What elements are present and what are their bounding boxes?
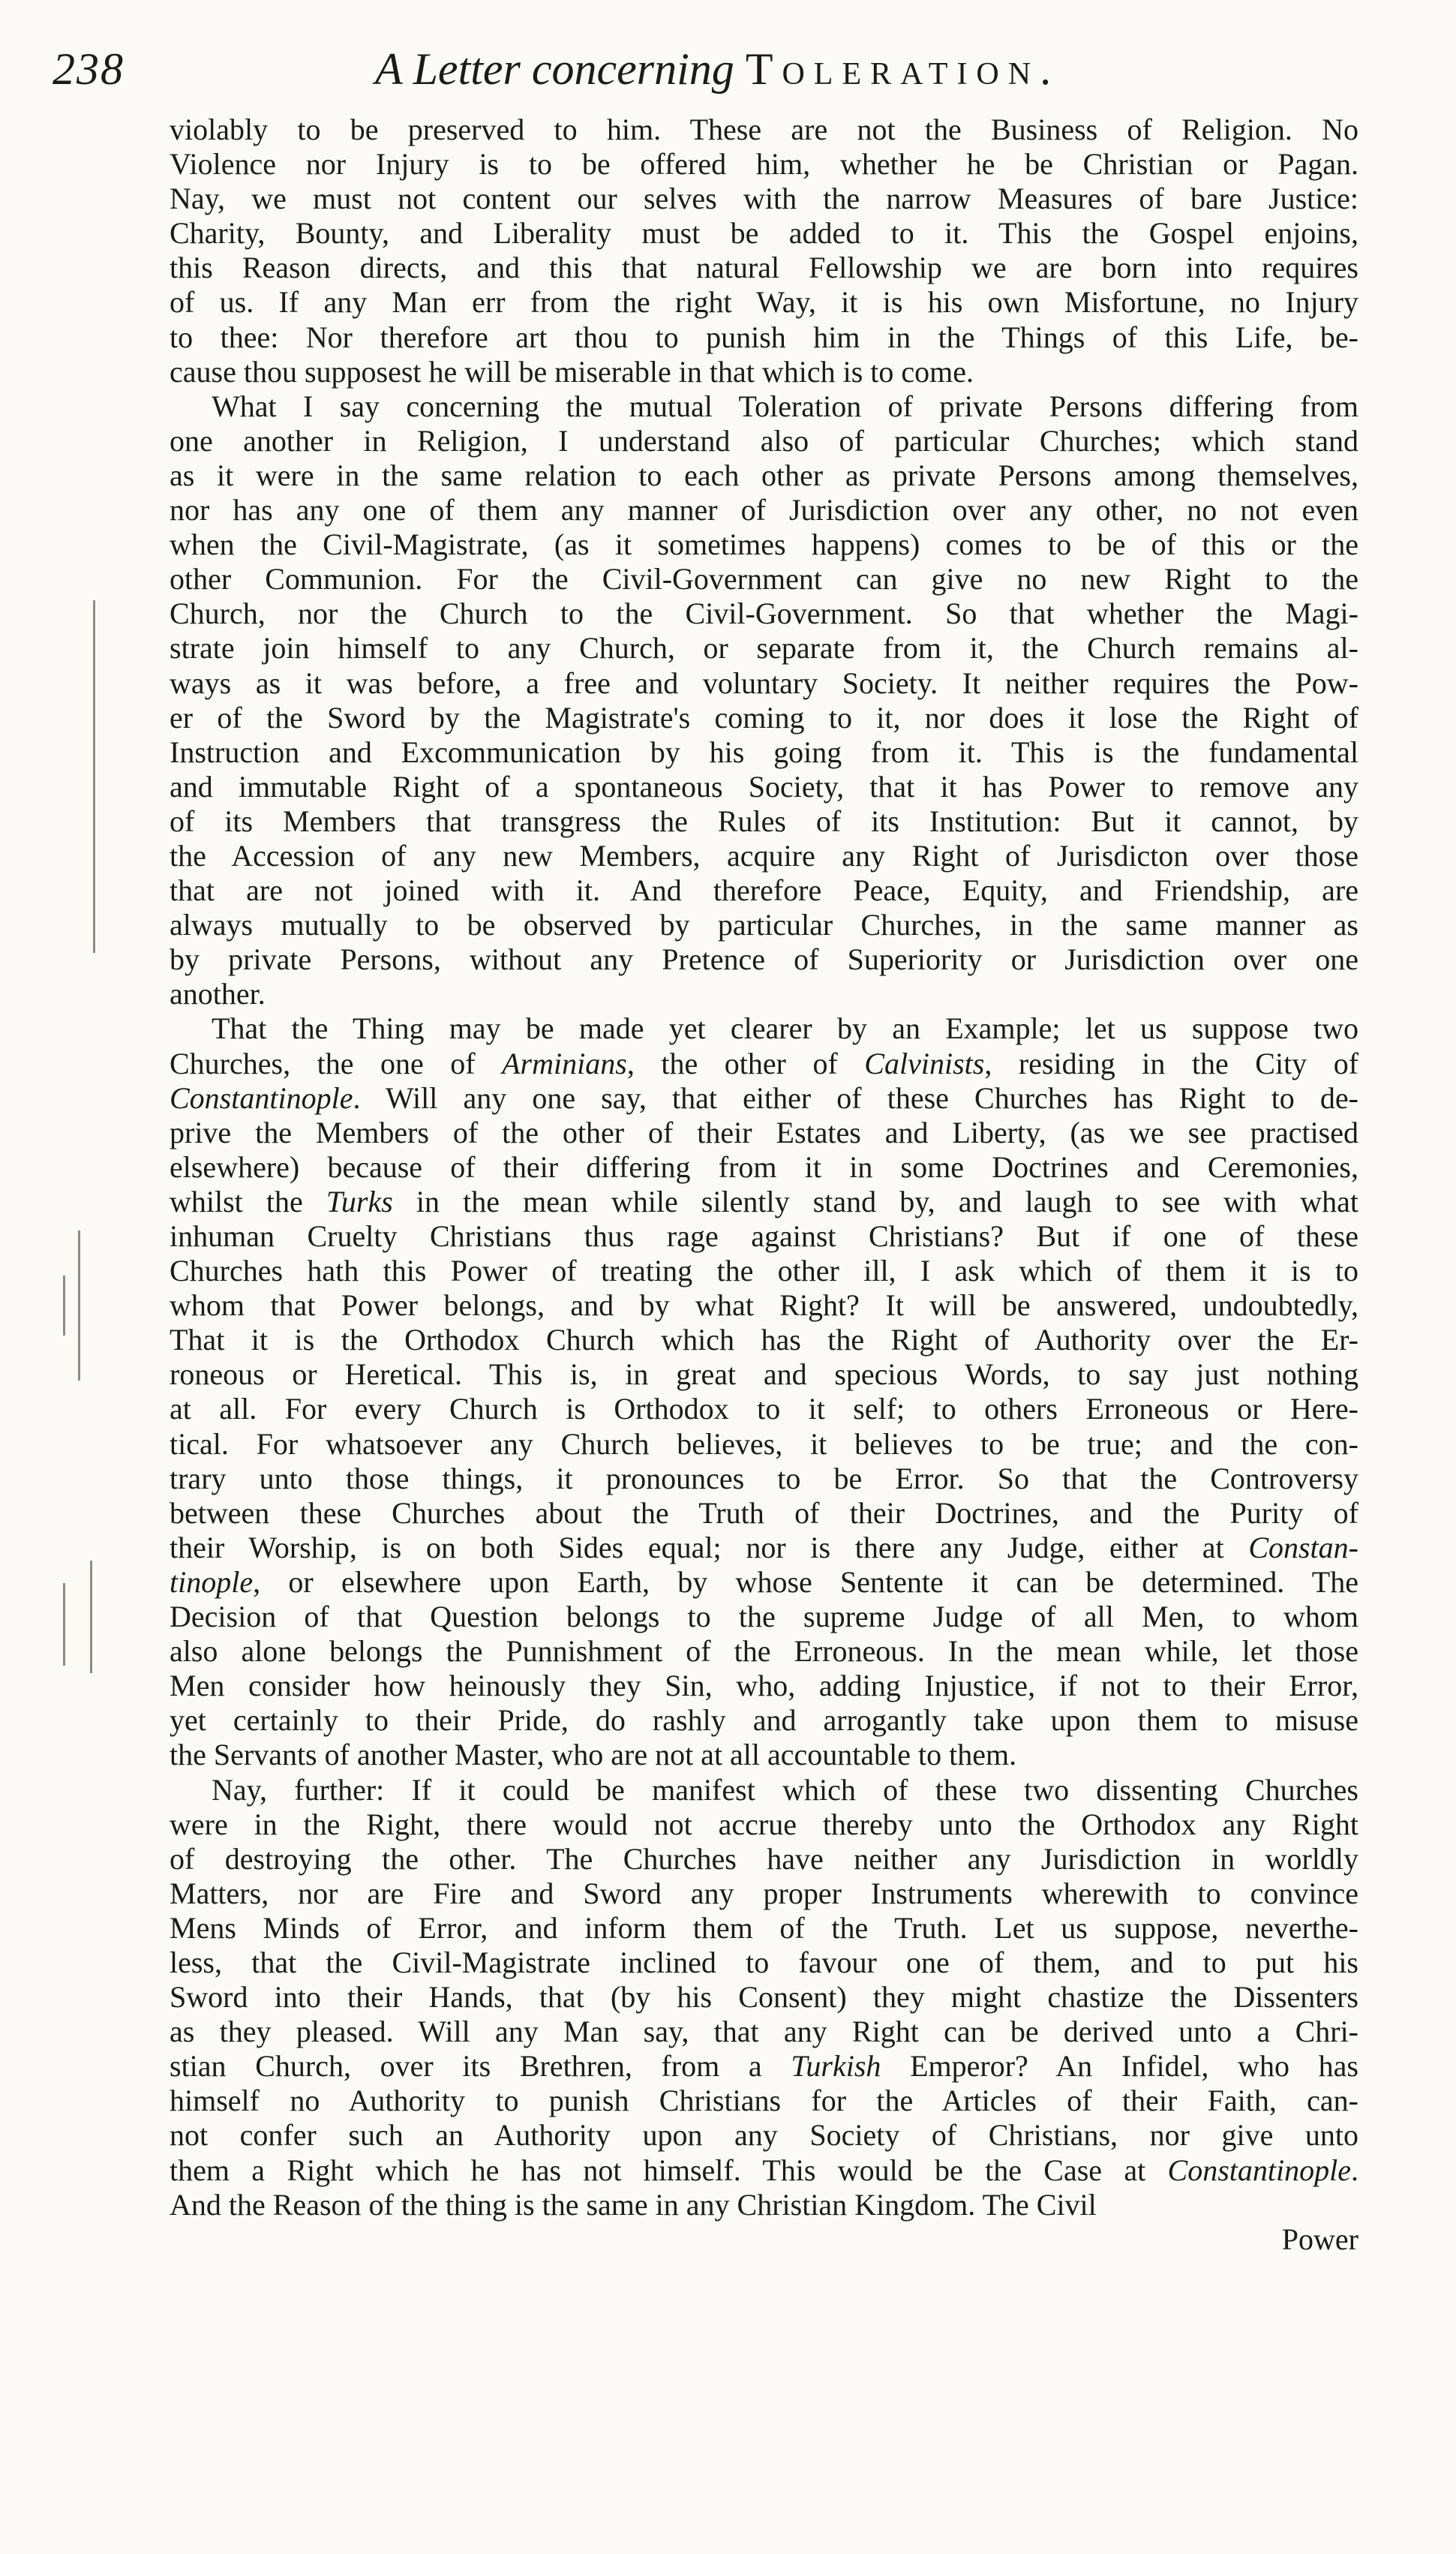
text-line: Decision of that Question belongs to the supreme Judge of all Men, to whom [170,1600,1358,1634]
text-line: as they pleased. Will any Man say, that any Right can be derived unto a Chri- [170,2015,1358,2049]
text-line: ways as it was before, a free and voluntary Society. It neither requires the Pow- [170,666,1358,700]
text-line: were in the Right, there would not accrue thereby unto the Orthodox any Right [170,1807,1358,1841]
text-line: violably to be preserved to him. These are not the Business of Religion. No [170,113,1358,146]
text-line: at all. For every Church is Orthodox to it self; to others Erroneous or Here- [170,1392,1358,1426]
text-line: the Servants of another Master, who are not at all accountable to them. [170,1738,1017,1772]
running-title [375,44,1060,95]
text-line: trary unto those things, it pronounces to be Error. So that the Controversy [170,1461,1358,1495]
text-line: that are not joined with it. And therefore Peace, Equity, and Friendship, are [170,873,1358,908]
text-line: other Communion. For the Civil-Government can give no new Right to the [170,562,1358,596]
text-line: Nay, further: If it could be manifest which of these two dissenting Churches [212,1772,1358,1807]
running-title-caps: Toleration. [745,44,1061,94]
text-line: tical. For whatsoever any Church believes, it believes to be true; and the con- [170,1426,1358,1461]
text-line: Church, nor the Church to the Civil-Government. So that whether the Magi- [170,596,1358,631]
text-line: the Accession of any new Members, acquire any Right of Jurisdicton over those [170,838,1358,873]
text-line: roneous or Heretical. This is, in great and specious Words, to say just nothing [170,1357,1358,1392]
margin-annotation-mark [63,1275,65,1336]
text-line: of destroying the other. The Churches have neither any Jurisdiction in worldly [170,1841,1358,1876]
text-line: less, that the Civil-Magistrate inclined to favour one of them, and to put his [170,1945,1358,1979]
catchword: Power [1281,2222,1358,2256]
text-line: between these Churches about the Truth of their Doctrines, and the Purity of [170,1495,1358,1530]
text-line: Matters, nor are Fire and Sword any proper Instruments wherewith to convince [170,1876,1358,1910]
text-line: And the Reason of the thing is the same in any Christian Kingdom. The Civil [170,2187,1097,2222]
text-line: himself no Authority to punish Christians for the Articles of their Faith, can- [170,2084,1358,2118]
text-line: inhuman Cruelty Christians thus rage against Christians? But if one of these [170,1219,1358,1253]
text-line: them a Right which he has not himself. This would be the Case at Constantinople. [170,2153,1358,2187]
paragraph [170,1011,1358,1772]
text-line: Violence nor Injury is to be offered him, whether he be Christian or Pagan. [170,147,1358,182]
text-line: Constantinople. Will any one say, that either of these Churches has Right to de- [170,1080,1358,1115]
text-line: whom that Power belongs, and by what Right? It will be answered, undoubtedly, [170,1288,1358,1323]
text-line: to thee: Nor therefore art thou to punish him in the Things of this Life, be- [170,320,1358,354]
text-line: whilst the Turks in the mean while silently stand by, and laugh to see with what [170,1184,1358,1218]
text-line: always mutually to be observed by particular Churches, in the same manner as [170,908,1358,942]
text-line: one another in Religion, I understand also of particular Churches; which stand [170,423,1358,458]
body-text [170,113,1358,2257]
text-line: What I say concerning the mutual Toleration of private Persons differing from [212,389,1358,423]
text-line: Churches hath this Power of treating the other ill, I ask which of them it is to [170,1254,1358,1288]
paragraph [170,113,1358,389]
text-line: and immutable Right of a spontaneous Society, that it has Power to remove any [170,769,1358,804]
text-line: strate join himself to any Church, or separate from it, the Church remains al- [170,631,1358,666]
text-line: Instruction and Excommunication by his going from it. This is the fundamental [170,735,1358,769]
text-line: Churches, the one of Arminians, the other of Calvinists, residing in the City of [170,1046,1359,1080]
text-line: of its Members that transgress the Rules of its Institution: But it cannot, by [170,804,1358,838]
text-line: not confer such an Authority upon any Society of Christians, nor give unto [170,2118,1358,2153]
text-line: of us. If any Man err from the right Way, it is his own Misfortune, no Injury [170,285,1358,320]
margin-annotation-mark [63,1583,65,1666]
text-line: as it were in the same relation to each other as private Persons among themselves, [170,458,1358,492]
margin-annotation-mark [93,600,95,953]
text-line: tinople, or elsewhere upon Earth, by whose Sentente it can be determined. The [170,1564,1358,1599]
text-line: Charity, Bounty, and Liberality must be added to it. This the Gospel enjoins, [170,216,1358,251]
paragraph [170,1773,1358,2222]
text-line: Nay, we must not content our selves with the narrow Measures of bare Justice: [170,182,1358,216]
text-line: stian Church, over its Brethren, from a Turkish Emperor? An Infidel, who has [170,2049,1358,2084]
text-line: er of the Sword by the Magistrate's coming to it, nor does it lose the Right of [170,700,1358,735]
page-header [53,44,1178,104]
text-line: yet certainly to their Pride, do rashly and arrogantly take upon them to misuse [170,1703,1358,1738]
text-line: cause thou supposest he will be miserable in that which is to come. [170,354,974,389]
text-line: another. [170,977,266,1011]
text-line: also alone belongs the Punnishment of the Erroneous. In the mean while, let those [170,1634,1358,1669]
text-line: Mens Minds of Error, and inform them of the Truth. Let us suppose, neverthe- [170,1910,1358,1945]
text-line: prive the Members of the other of their Estates and Liberty, (as we see practised [170,1115,1358,1149]
text-line: this Reason directs, and this that natural Fellowship we are born into requires [170,251,1358,285]
text-line: Sword into their Hands, that (by his Consent) they might chastize the Dissenters [170,1980,1358,2015]
text-line: Men consider how heinously they Sin, who, adding Injustice, if not to their Error, [170,1669,1358,1703]
text-line: That the Thing may be made yet clearer by an Example; let us suppose two [212,1011,1358,1046]
margin-annotation-mark [90,1561,92,1673]
text-line: nor has any one of them any manner of Jurisdiction over any other, no not even [170,493,1358,527]
text-line: their Worship, is on both Sides equal; nor is there any Judge, either at Constan- [170,1530,1358,1564]
paragraph [170,389,1358,1012]
page-number: 238 [53,44,125,94]
text-line: elsewhere) because of their differing from it in some Doctrines and Ceremonies, [170,1149,1358,1184]
text-line: when the Civil-Magistrate, (as it sometimes happens) comes to be of this or the [170,527,1358,562]
margin-annotation-mark [78,1230,80,1381]
text-line: That it is the Orthodox Church which has the Right of Authority over the Er- [170,1323,1358,1357]
running-title-italic: A Letter concerning [375,44,734,94]
text-line: by private Persons, without any Pretence of Superiority or Jurisdiction over one [170,942,1358,977]
